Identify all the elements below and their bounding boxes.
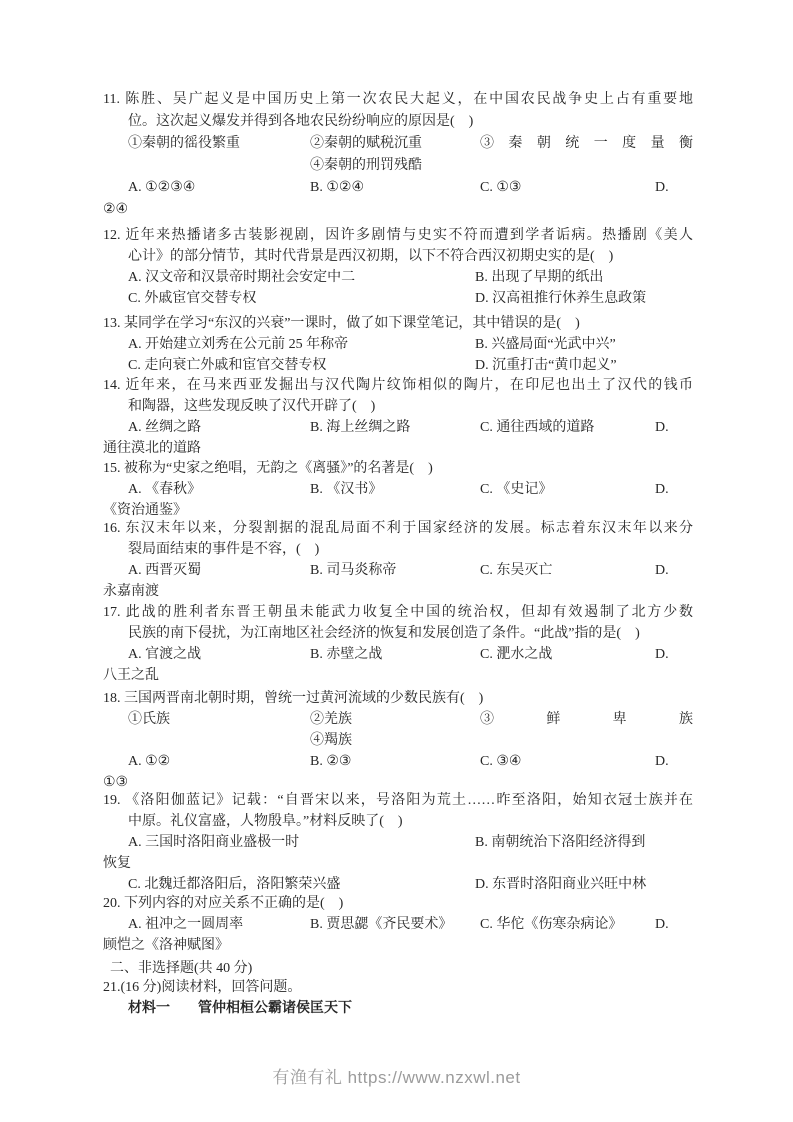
option-c: C. 外戚宦官交替专权: [128, 291, 257, 306]
option-a: A. 丝绸之路: [128, 420, 202, 435]
question-21-intro: 21.(16 分)阅读材料，回答问题。: [103, 980, 302, 995]
option-d-continued: 《资治通鉴》: [103, 503, 187, 518]
choice-item-3: ③ 秦 朝 统 一 度 量 衡: [480, 136, 693, 151]
option-d: D.: [655, 917, 669, 932]
option-d: D.: [655, 647, 669, 662]
options-row: [103, 832, 693, 853]
question-stem-line-1: 16. 东汉末年以来，分裂割据的混乱局面不利于国家经济的发展。标志着东汉末年以来分: [103, 521, 693, 536]
option-d: D.: [655, 180, 669, 195]
option-b: B. 海上丝绸之路: [310, 420, 411, 435]
option-d: D. 沉重打击“黄巾起义”: [475, 358, 617, 373]
option-d: D.: [655, 563, 669, 578]
option-b: B. 司马炎称帝: [310, 563, 397, 578]
options-row: [103, 355, 693, 376]
question-stem-line-2: 位。这次起义爆发并得到各地农民纷纷响应的原因是( ): [128, 114, 474, 129]
option-b: B. 《汉书》: [310, 482, 383, 497]
option-c: C. 淝水之战: [480, 647, 553, 662]
question-15: [103, 458, 693, 521]
question-12: [103, 225, 693, 309]
choice-item-2: ②秦朝的赋税沉重: [310, 136, 422, 151]
options-row: [103, 417, 693, 438]
option-b: B. 贾思勰《齐民要术》: [310, 917, 453, 932]
question-16: [103, 518, 693, 602]
option-d-continued: 永嘉南渡: [103, 584, 159, 599]
option-d-continued: 八王之乱: [103, 668, 159, 683]
option-d: D.: [655, 420, 669, 435]
option-c: C. ③④: [480, 754, 522, 769]
option-b: B. ①②④: [310, 180, 364, 195]
options-row: [103, 560, 693, 581]
options-row: [103, 334, 693, 355]
option-b: B. 南朝统治下洛阳经济得到: [475, 835, 646, 850]
choice-item-3: ③ 鲜 卑 族: [480, 712, 693, 727]
option-b: B. 出现了早期的纸出: [475, 270, 604, 285]
question-17: [103, 602, 693, 686]
question-stem-line-1: 11. 陈胜、吴广起义是中国历史上第一次农民大起义，在中国农民战争史上占有重要地: [103, 92, 693, 107]
option-a: A. 开始建立刘秀在公元前 25 年称帝: [128, 337, 349, 352]
question-stem-line-1: 18. 三国两晋南北朝时期，曾统一过黄河流域的少数民族有( ): [103, 691, 484, 706]
question-stem-line-2: 民族的南下侵扰，为江南地区社会经济的恢复和发展创造了条件。“此战”指的是( ): [128, 626, 640, 641]
choice-row: [103, 709, 693, 730]
option-a: A. 汉文帝和汉景帝时期社会安定中二: [128, 270, 356, 285]
question-20: [103, 893, 693, 956]
option-a: A. 西晋灭蜀: [128, 563, 202, 578]
section-2-title: 二、非选择题(共 40 分): [110, 961, 253, 976]
question-stem-line-2: 心计》的部分情节，其时代背景是西汉初期，以下不符合西汉初期史实的是( ): [128, 249, 614, 264]
options-row: [103, 874, 693, 895]
options-row: [103, 288, 693, 309]
question-14: [103, 375, 693, 459]
option-c: C. 《史记》: [480, 482, 553, 497]
footer-watermark: 有渔有礼 https://www.nzxwl.net: [272, 1068, 521, 1087]
choice-row: [103, 155, 693, 177]
options-row: [103, 914, 693, 935]
choice-item-1: ①秦朝的徭役繁重: [128, 136, 240, 151]
question-21-material-1: 材料一 管仲相桓公霸诸侯匡天下: [128, 1001, 352, 1016]
option-c: C. ①③: [480, 180, 522, 195]
question-stem-line-1: 20. 下列内容的对应关系不正确的是( ): [103, 896, 344, 911]
choice-row: [103, 730, 693, 751]
option-a: A. 祖冲之一圆周率: [128, 917, 244, 932]
option-b: B. 兴盛局面“光武中兴”: [475, 337, 616, 352]
question-13: [103, 313, 693, 376]
option-b-continued: 恢复: [103, 856, 131, 871]
option-d: D.: [655, 482, 669, 497]
question-18: [103, 688, 693, 793]
choice-row: [103, 133, 693, 155]
option-a: A. 官渡之战: [128, 647, 202, 662]
question-stem-line-1: 12. 近年来热播诸多古装影视剧，因许多剧情与史实不符而遭到学者诟病。热播剧《美人: [103, 228, 693, 243]
option-b: B. 赤壁之战: [310, 647, 383, 662]
options-row: [103, 751, 693, 772]
option-d: D. 汉高祖推行休养生息政策: [475, 291, 647, 306]
option-a: A. 三国时洛阳商业盛极一时: [128, 835, 300, 850]
option-d: D. 东晋时洛阳商业兴旺中林: [475, 877, 647, 892]
question-stem-line-1: 19. 《洛阳伽蓝记》记载：“自晋宋以来，号洛阳为荒土……昨至洛阳，始知衣冠士族并在: [103, 793, 693, 808]
question-stem-line-2: 中原。礼仪富盛，人物殷阜。”材料反映了( ): [128, 814, 403, 829]
options-row: [103, 267, 693, 288]
options-row: [103, 479, 693, 500]
option-d-continued: 通往漠北的道路: [103, 441, 201, 456]
option-d: D.: [655, 754, 669, 769]
option-c: C. 北魏迁都洛阳后，洛阳繁荣兴盛: [128, 877, 341, 892]
option-a: A. ①②: [128, 754, 171, 769]
option-a: A. 《春秋》: [128, 482, 202, 497]
choice-item-4: ④秦朝的刑罚残酷: [310, 158, 422, 173]
option-c: C. 华佗《伤寒杂病论》: [480, 917, 623, 932]
options-row: [103, 644, 693, 665]
option-d-continued: ①③: [103, 775, 129, 790]
option-d-continued: 顾恺之《洛神赋图》: [103, 938, 229, 953]
question-11: [103, 89, 693, 221]
question-stem-line-1: 17. 此战的胜利者东晋王朝虽未能武力收复全中国的统治权，但却有效遏制了北方少数: [103, 605, 693, 620]
option-d-continued: ②④: [103, 202, 129, 217]
option-a: A. ①②③④: [128, 180, 196, 195]
question-stem-line-1: 15. 被称为“史家之绝唱，无韵之《离骚》”的名著是( ): [103, 461, 433, 476]
question-stem-line-2: 裂局面结束的事件是不容，( ): [128, 542, 320, 557]
option-c: C. 通往西域的道路: [480, 420, 595, 435]
choice-item-2: ②羌族: [310, 712, 352, 727]
options-row: [103, 177, 693, 199]
question-stem-line-2: 和陶器，这些发现反映了汉代开辟了( ): [128, 399, 376, 414]
question-stem-line-1: 13. 某同学在学习“东汉的兴衰”一课时，做了如下课堂笔记，其中错误的是( ): [103, 316, 580, 331]
option-c: C. 东吴灭亡: [480, 563, 553, 578]
question-stem-line-1: 14. 近年来，在马来西亚发掘出与汉代陶片纹饰相似的陶片，在印尼也出土了汉代的钱币: [103, 378, 693, 393]
option-b: B. ②③: [310, 754, 352, 769]
question-19: [103, 790, 693, 895]
choice-item-1: ①氏族: [128, 712, 170, 727]
choice-item-4: ④羯族: [310, 733, 352, 748]
option-c: C. 走向衰亡外戚和宦官交替专权: [128, 358, 327, 373]
